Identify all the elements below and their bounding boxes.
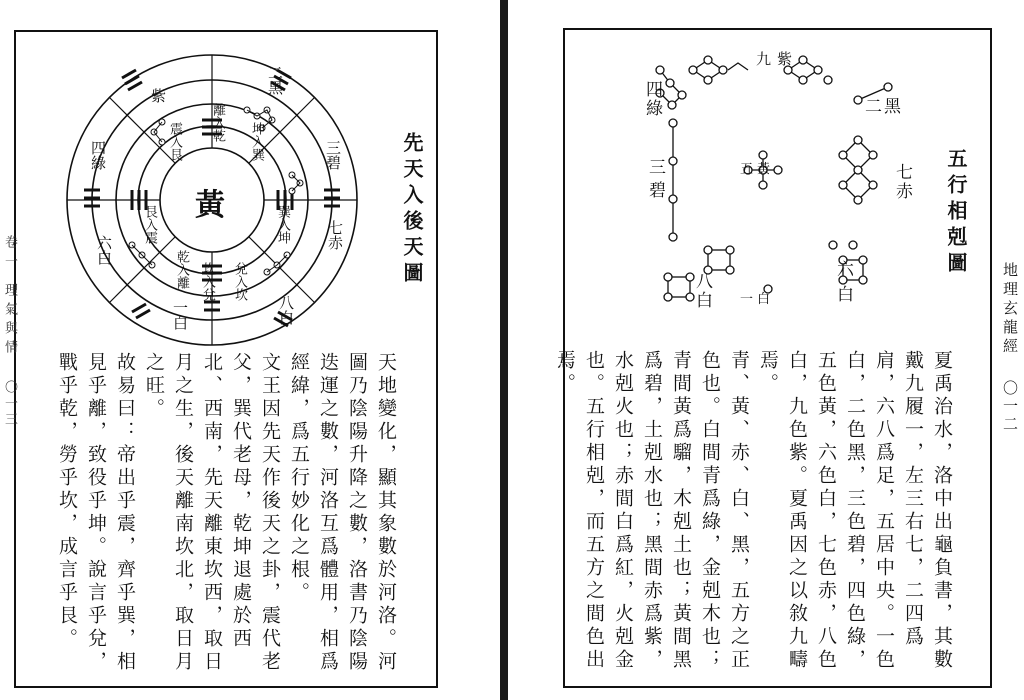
label-one-white: 一白 [740, 292, 775, 307]
outer-label-3: 三碧 [324, 140, 342, 170]
inner-ring-label-6: 乾入離 [174, 250, 189, 289]
right-margin-header: 地理玄龍經 [1001, 262, 1019, 357]
outer-label-6: 七赤 [326, 220, 344, 250]
inner-ring-label-5: 坎入兌 [200, 262, 215, 301]
right-page [508, 0, 1024, 700]
right-body-text: 夏禹治水，洛中出龜負書，其數戴九履一，左三右七，二四爲肩，六八爲足，五居中央。一色白，二色黑，三色碧，四色綠，五色黃，六色白，七色赤，八色白，九色紫。夏禹因之以敘九疇焉。 青、黃、赤、白、黑，五方之正色也。白間青爲綠，金剋木也；青間黃爲騮，木剋土也；黃間黑爲碧，土剋水也；黑間赤爲紫，水剋火也；赤間白爲紅，火剋金也。五行相剋，而五方之間色出焉。 [554, 350, 953, 672]
right-page-number: 〇一二 [1001, 380, 1019, 434]
right-title: 五行相剋圖 [944, 148, 968, 278]
book-spine [500, 0, 508, 700]
label-eight-white: 八白 [692, 272, 712, 310]
left-title: 先天入後天圖 [400, 132, 424, 288]
outer-label-7: 八白 [277, 295, 295, 325]
outer-label-5: 六白 [95, 235, 113, 265]
wuxing-xiangke-diagram [588, 45, 928, 315]
outer-label-8: 一白 [171, 300, 189, 330]
left-page [0, 0, 505, 700]
left-body-text: 天地變化，顯其象數於河洛。河圖乃陰陽升降之數，洛書乃陰陽迭運之數，河洛互爲體用，相爲經緯，爲五行妙化之根。 文王因先天作後天之卦，震代老父，巽代老母，乾坤退處於西北、西南，先天離東坎西，取日月之生，後天離南坎北，取日月之旺。 故易曰：帝出乎震，齊乎巽，相見乎離，致役乎坤。說言乎兌，戰乎乾，勞乎坎，成言乎艮。 [56, 352, 397, 674]
outer-label-2: 二黑 [266, 65, 284, 95]
inner-ring-label-4: 兌入坎 [232, 262, 247, 301]
outer-label-4: 四綠 [89, 140, 107, 170]
outer-label-1: 紫 [149, 88, 167, 103]
inner-ring-label-1: 離入乾 [210, 103, 225, 142]
diagram-center-label: 黃 [195, 188, 225, 223]
label-three-jade: 三碧 [645, 158, 665, 204]
label-four-green: 四綠 [642, 80, 662, 118]
inner-ring-label-3: 震入艮 [167, 122, 182, 161]
label-two-black: 二黑 [865, 97, 903, 117]
label-six-white: 六白 [833, 260, 853, 310]
label-five-yellow: 五黃 [740, 162, 775, 177]
left-margin-header: 卷一 理氣與情 [2, 235, 17, 360]
inner-ring-label-2: 坤入巽 [249, 122, 264, 161]
inner-ring-label-7: 巽入坤 [275, 205, 290, 244]
label-seven-red: 七赤 [892, 163, 912, 201]
label-nine-purple: 九紫 [756, 50, 799, 68]
left-page-number: 〇一三 [2, 380, 17, 428]
inner-ring-label-8: 艮入震 [142, 205, 157, 244]
